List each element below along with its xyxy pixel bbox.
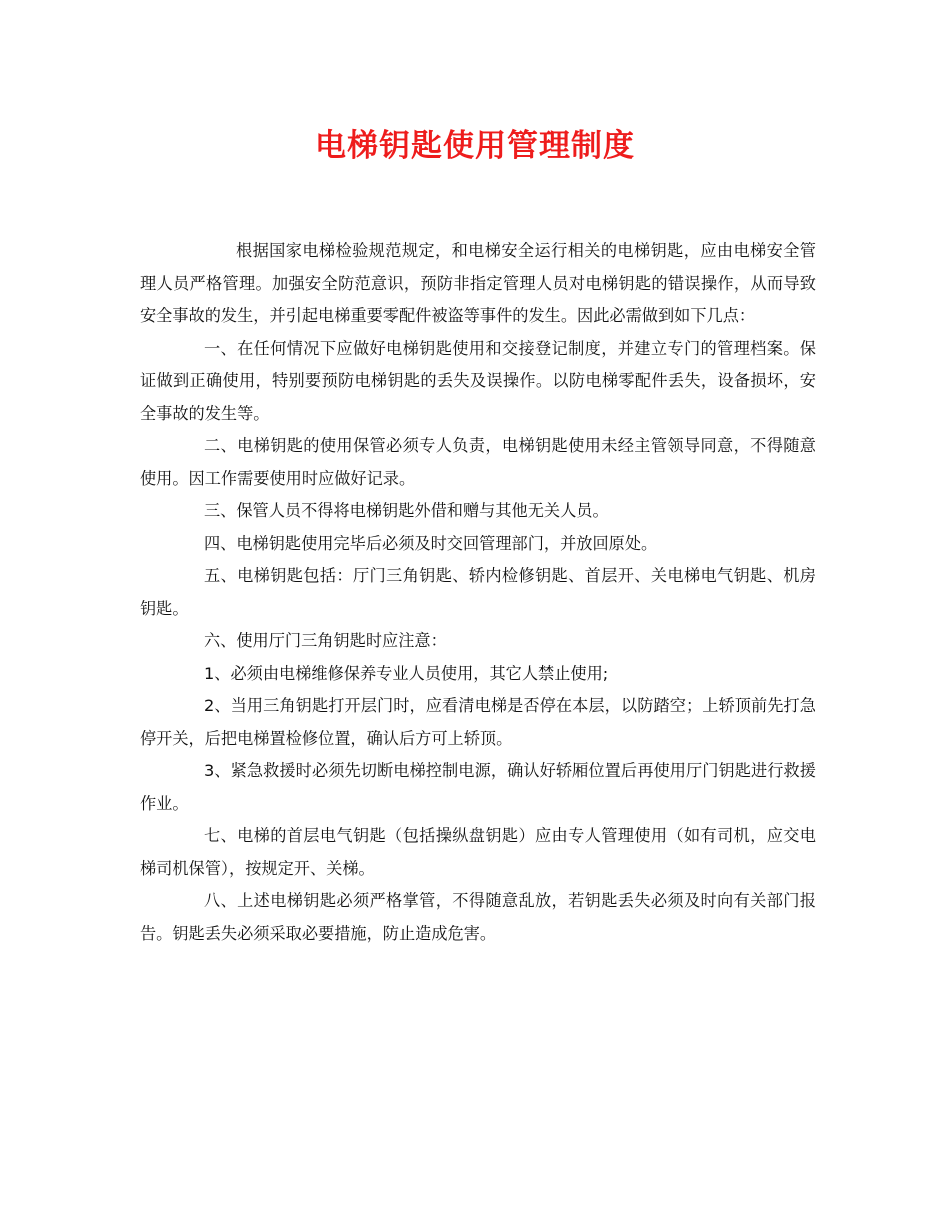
document-title: 电梯钥匙使用管理制度 xyxy=(315,128,635,164)
paragraph-item-1: 一、在任何情况下应做好电梯钥匙使用和交接登记制度，并建立专门的管理档案。保证做到正确使用，特别要预防电梯钥匙的丢失及误操作。以防电梯零配件丢失，设备损坏，安全事故的发生等。 xyxy=(140,338,816,423)
paragraph-item-6: 六、使用厅门三角钥匙时应注意： xyxy=(204,631,447,650)
paragraph-item-3: 三、保管人员不得将电梯钥匙外借和赠与其他无关人员。 xyxy=(204,501,609,520)
paragraph-item-7: 七、电梯的首层电气钥匙（包括操纵盘钥匙）应由专人管理使用（如有司机，应交电梯司机保管），按规定开、关梯。 xyxy=(140,826,816,878)
paragraph-item-6-3: 3、紧急救援时必须先切断电梯控制电源，确认好轿厢位置后再使用厅门钥匙进行救援作业。 xyxy=(140,761,816,813)
paragraph-item-2: 二、电梯钥匙的使用保管必须专人负责，电梯钥匙使用未经主管领导同意，不得随意使用。因工作需要使用时应做好记录。 xyxy=(140,436,816,488)
document-body xyxy=(140,235,816,950)
paragraph-intro: 根据国家电梯检验规范规定，和电梯安全运行相关的电梯钥匙，应由电梯安全管理人员严格管理。加强安全防范意识，预防非指定管理人员对电梯钥匙的错误操作，从而导致安全事故的发生，并引起电梯重要零配件被盗等事件的发生。因此必需做到如下几点： xyxy=(140,241,816,325)
paragraph-item-6-2: 2、当用三角钥匙打开层门时，应看清电梯是否停在本层，以防踏空；上轿顶前先打急停开关，后把电梯置检修位置，确认后方可上轿顶。 xyxy=(140,696,816,748)
paragraph-item-8: 八、上述电梯钥匙必须严格掌管，不得随意乱放，若钥匙丢失必须及时向有关部门报告。钥匙丢失必须采取必要措施，防止造成危害。 xyxy=(140,891,816,943)
paragraph-item-5: 五、电梯钥匙包括：厅门三角钥匙、轿内检修钥匙、首层开、关电梯电气钥匙、机房钥匙。 xyxy=(140,566,816,618)
paragraph-item-4: 四、电梯钥匙使用完毕后必须及时交回管理部门，并放回原处。 xyxy=(204,533,658,553)
paragraph-item-6-1: 1、必须由电梯维修保养专业人员使用，其它人禁止使用; xyxy=(204,663,609,683)
